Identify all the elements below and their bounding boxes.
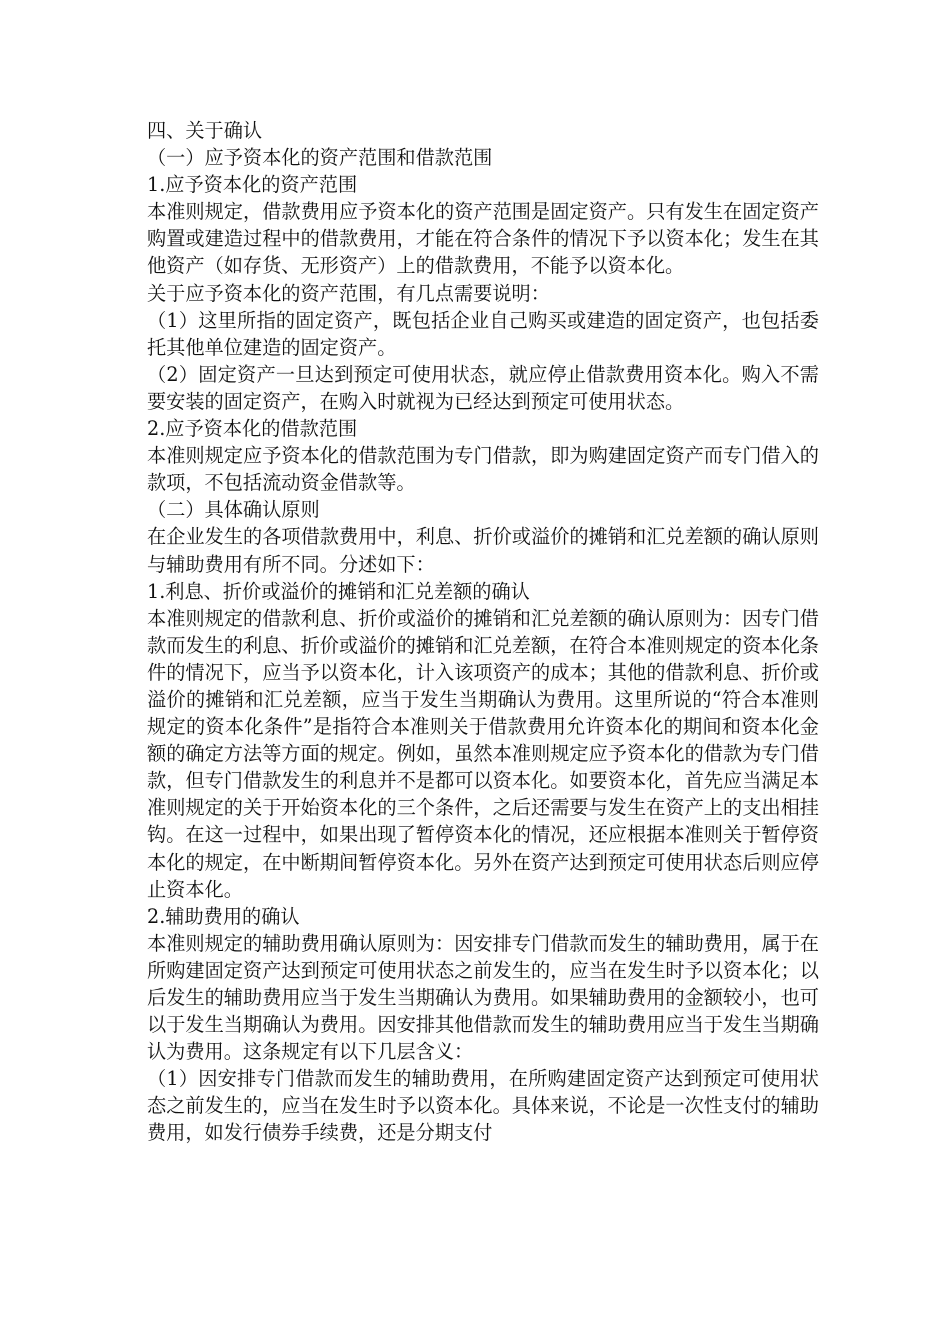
- body-paragraph: 本准则规定的辅助费用确认原则为：因安排专门借款而发生的辅助费用，属于在所购建固定资产达到预定可使用状态之前发生的，应当在发生时予以资本化；以后发生的辅助费用应当于发生当期确认为费用。如果辅助费用的金额较小，也可以于发生当期确认为费用。因安排其他借款而发生的辅助费用应当于发生当期确认为费用。这条规定有以下几层含义：: [147, 931, 819, 1064]
- item-heading: 2.辅助费用的确认: [147, 904, 300, 928]
- item-heading: 1.利息、折价或溢价的摊销和汇兑差额的确认: [147, 579, 530, 603]
- section-heading: 四、关于确认: [147, 119, 263, 142]
- item-heading: 2.应予资本化的借款范围: [147, 417, 358, 441]
- body-paragraph: 在企业发生的各项借款费用中，利息、折价或溢价的摊销和汇兑差额的确认原则与辅助费用有所不同。分述如下：: [147, 525, 819, 576]
- body-paragraph: 关于应予资本化的资产范围，有几点需要说明：: [147, 281, 550, 305]
- body-paragraph: 本准则规定的借款利息、折价或溢价的摊销和汇兑差额的确认原则为：因专门借款而发生的利息、折价或溢价的摊销和汇兑差额，在符合本准则规定的资本化条件的情况下，应当予以资本化，计入该项资产的成本；其他的借款利息、折价或溢价的摊销和汇兑差额，应当于发生当期确认为费用。这里所说的“符合本准则规定的资本化条件”是指符合本准则关于借款费用允许资本化的期间和资本化金额的确定方法等方面的规定。例如，虽然本准则规定应予资本化的借款为专门借款，但专门借款发生的利息并不是都可以资本化。如要资本化，首先应当满足本准则规定的关于开始资本化的三个条件，之后还需要与发生在资产上的支出相挂钩。在这一过程中，如果出现了暂停资本化的情况，还应根据本准则关于暂停资本化的规定，在中断期间暂停资本化。另外在资产达到预定可使用状态后则应停止资本化。: [147, 606, 819, 901]
- document-page: [147, 117, 819, 1147]
- item-heading: 1.应予资本化的资产范围: [147, 173, 358, 197]
- body-paragraph: 本准则规定，借款费用应予资本化的资产范围是固定资产。只有发生在固定资产购置或建造过程中的借款费用，才能在符合条件的情况下予以资本化；发生在其他资产（如存货、无形资产）上的借款费用，不能予以资本化。: [147, 200, 819, 278]
- subsection-heading: （二）具体确认原则: [147, 498, 320, 522]
- list-item: （1）因安排专门借款而发生的辅助费用，在所购建固定资产达到预定可使用状态之前发生的，应当在发生时予以资本化。具体来说，不论是一次性支付的辅助费用，如发行债券手续费，还是分期支付: [147, 1067, 819, 1145]
- subsection-heading: （一）应予资本化的资产范围和借款范围: [147, 146, 493, 170]
- list-item: （1）这里所指的固定资产，既包括企业自己购买或建造的固定资产，也包括委托其他单位建造的固定资产。: [147, 308, 819, 359]
- body-paragraph: 本准则规定应予资本化的借款范围为专门借款，即为购建固定资产而专门借入的款项，不包括流动资金借款等。: [147, 444, 819, 495]
- list-item: （2）固定资产一旦达到预定可使用状态，就应停止借款费用资本化。购入不需要安装的固定资产，在购入时就视为已经达到预定可使用状态。: [147, 362, 819, 413]
